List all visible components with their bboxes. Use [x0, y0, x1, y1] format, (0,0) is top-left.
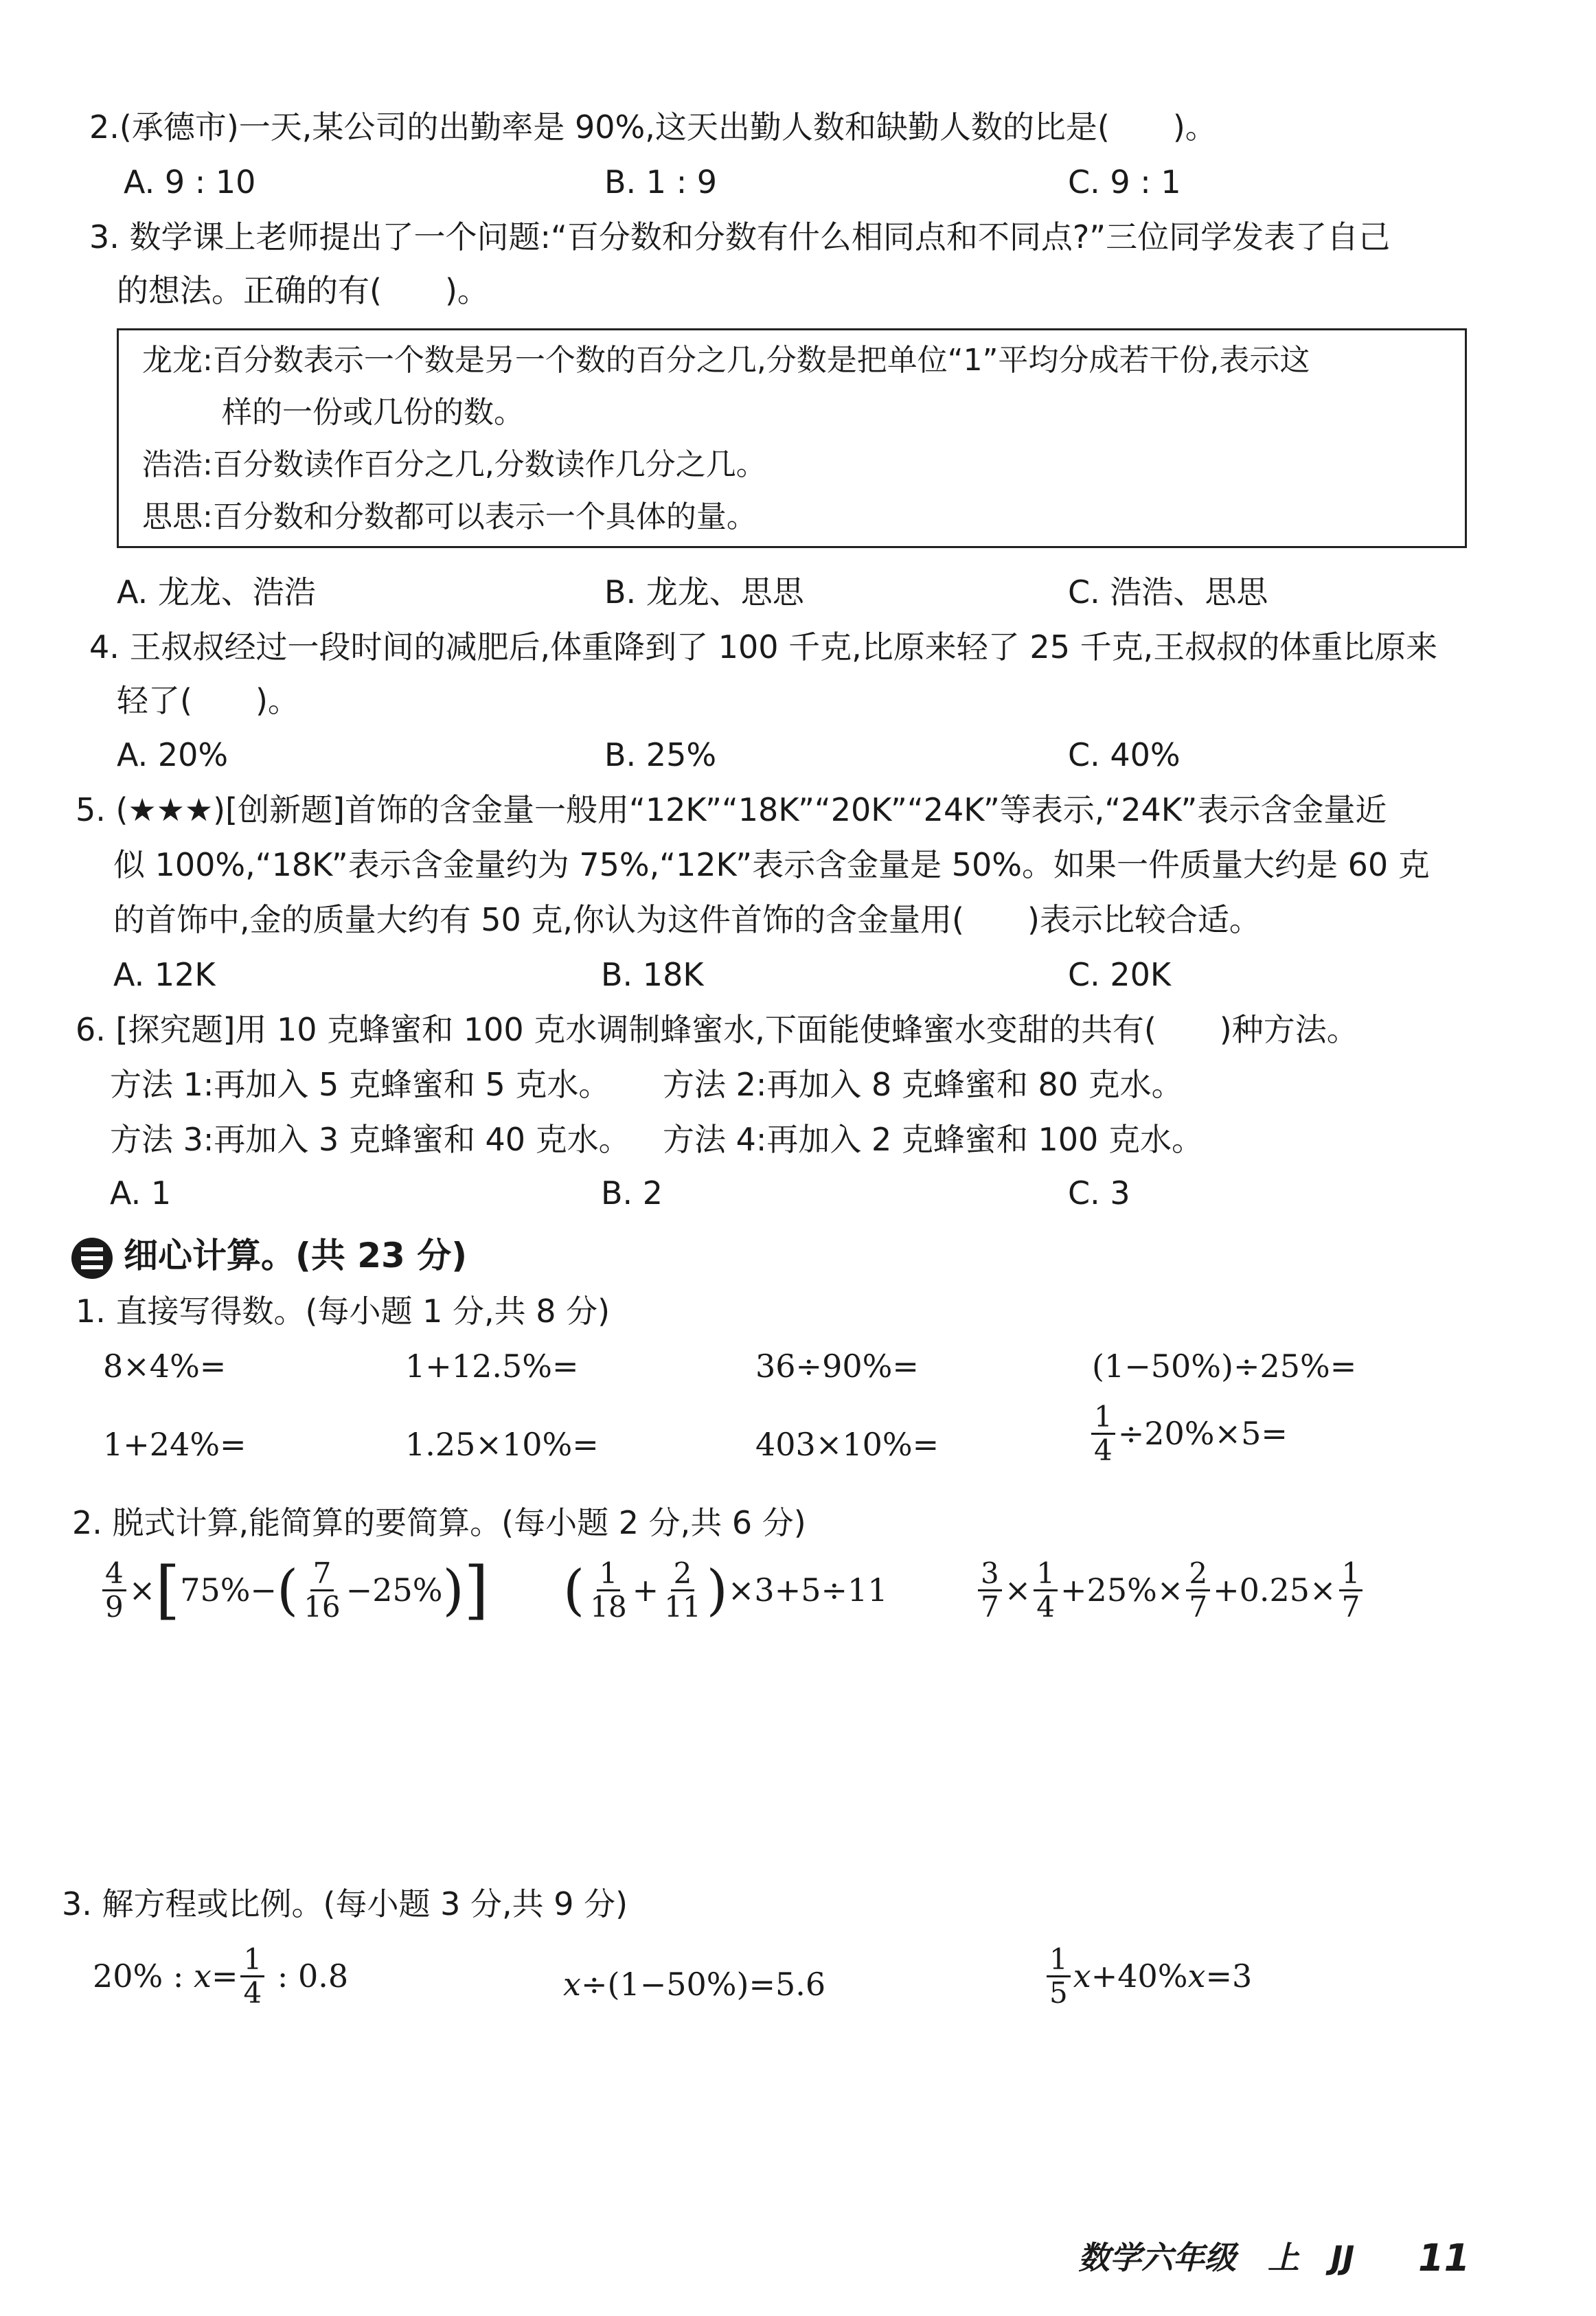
calc-1-1: 8×4%= — [103, 1348, 227, 1385]
page-number: 11 — [1418, 2236, 1470, 2280]
fraction: $\frac{4}{9}$ — [102, 1558, 126, 1623]
calc-1-2: 1+12.5%= — [405, 1348, 579, 1385]
fraction: $\frac{2}{11}$ — [664, 1556, 701, 1624]
q3-option-c: C. 浩浩、思思 — [1068, 574, 1268, 611]
q6-option-a: A. 1 — [110, 1174, 172, 1212]
q3-box-line1: 龙龙:百分数表示一个数是另一个数的百分之几,分数是把单位“1”平均分成若干份,表示这 — [142, 343, 1310, 378]
part3-title: 3. 解方程或比例。(每小题 3 分,共 9 分) — [62, 1885, 628, 1922]
q4-option-b: B. 25% — [604, 736, 717, 773]
q3-box-line3: 浩浩:百分数读作百分之几,分数读作几分之几。 — [142, 447, 766, 482]
q6-method-4: 方法 4:再加入 2 克蜂蜜和 100 克水。 — [663, 1121, 1203, 1158]
q5-option-a: A. 12K — [113, 956, 216, 993]
q2-option-b: B. 1 : 9 — [604, 163, 718, 201]
q2-stem — [89, 109, 1217, 146]
fraction: $\frac{7}{16}$ — [304, 1556, 341, 1624]
q3-option-b: B. 龙龙、思思 — [604, 574, 804, 611]
section-three-badge-icon — [71, 1238, 113, 1279]
calc-2-3: $\frac{3}{7}$ × $\frac{1}{4}$ +25%× $\frac{2}{7}$ +0.25× $\frac{1}{7}$ — [975, 1558, 1365, 1623]
calc-2-2: ( $\frac{1}{18}$ + $\frac{2}{11}$ )×3+5÷11 — [563, 1556, 888, 1624]
q4-option-c: C. 40% — [1068, 736, 1181, 773]
q6-method-1: 方法 1:再加入 5 克蜂蜜和 5 克水。 — [110, 1066, 611, 1103]
q3-box-line2: 样的一份或几份的数。 — [222, 395, 524, 430]
q4-line1: 4. 王叔叔经过一段时间的减肥后,体重降到了 100 千克,比原来轻了 25 千克,王叔叔的体重比原来 — [89, 628, 1438, 666]
fraction: $\frac{1}{4}$ — [240, 1944, 264, 2009]
calc-1-5: 1+24%= — [103, 1426, 247, 1463]
q2-option-a: A. 9 : 10 — [124, 163, 256, 201]
q5-line3: 的首饰中,金的质量大约有 50 克,你认为这件首饰的含金量用( )表示比较合适。 — [113, 901, 1261, 938]
q6-option-b: B. 2 — [601, 1174, 663, 1212]
calc-1-7: 403×10%= — [755, 1426, 939, 1463]
q6-line1: 6. [探究题]用 10 克蜂蜜和 100 克水调制蜂蜜水,下面能使蜂蜜水变甜的共有( )种方法。 — [76, 1011, 1358, 1048]
fraction: $\frac{3}{7}$ — [978, 1558, 1002, 1623]
q5-line1: 5. (★★★)[创新题]首饰的含金量一般用“12K”“18K”“20K”“24K”等表示,“24K”表示含金量近 — [76, 791, 1387, 828]
calc-2-1: $\frac{4}{9}$ ×[75%−( $\frac{7}{16}$ −25%)] — [100, 1558, 489, 1623]
calc-3-1: 20% : x= $\frac{1}{4}$ : 0.8 — [93, 1942, 349, 2010]
q5-line2: 似 100%,“18K”表示含金量约为 75%,“12K”表示含金量是 50%。如果一件质量大约是 60 克 — [113, 846, 1430, 883]
q5-option-c: C. 20K — [1068, 956, 1172, 993]
q3-box-line4: 思思:百分数和分数都可以表示一个具体的量。 — [142, 499, 757, 534]
fraction: $\frac{1}{7}$ — [1339, 1558, 1363, 1623]
calc-3-2: x÷(1−50%)=5.6 — [563, 1966, 826, 2003]
fraction: $\frac{1}{4}$ — [1091, 1401, 1115, 1466]
q3-opinion-box — [117, 328, 1467, 548]
section-three-title: 细心计算。(共 23 分) — [124, 1236, 468, 1275]
fraction: $\frac{1}{5}$ — [1047, 1944, 1071, 2009]
part2-title: 2. 脱式计算,能简算的要简算。(每小题 2 分,共 6 分) — [72, 1504, 806, 1541]
calc-3-3: $\frac{1}{5}$ x+40%x=3 — [1044, 1944, 1252, 2009]
q4-option-a: A. 20% — [117, 736, 229, 773]
q3-line1: 3. 数学课上老师提出了一个问题:“百分数和分数有什么相同点和不同点?”三位同学发表了自己 — [89, 218, 1391, 256]
calc-1-8: $\frac{1}{4}$ ÷20%×5= — [1088, 1401, 1288, 1466]
calc-1-3: 36÷90%= — [755, 1348, 919, 1385]
q3-option-a: A. 龙龙、浩浩 — [117, 574, 316, 611]
q6-option-c: C. 3 — [1068, 1174, 1130, 1212]
q2-text: (承德市)一天,某公司的出勤率是 90%,这天出勤人数和缺勤人数的比是( )。 — [119, 109, 1217, 146]
q4-line2: 轻了( )。 — [117, 682, 299, 719]
fraction: $\frac{2}{7}$ — [1186, 1558, 1210, 1623]
calc-1-6: 1.25×10%= — [405, 1426, 599, 1463]
q2-number: 2. — [89, 109, 119, 146]
footer-subject: 数学六年级 上 JJ — [1078, 2239, 1355, 2276]
fraction: $\frac{1}{4}$ — [1034, 1558, 1058, 1623]
part1-title: 1. 直接写得数。(每小题 1 分,共 8 分) — [76, 1293, 611, 1330]
fraction: $\frac{1}{18}$ — [590, 1556, 627, 1624]
q5-option-b: B. 18K — [601, 956, 704, 993]
q6-method-3: 方法 3:再加入 3 克蜂蜜和 40 克水。 — [110, 1121, 630, 1158]
q6-method-2: 方法 2:再加入 8 克蜂蜜和 80 克水。 — [663, 1066, 1183, 1103]
calc-1-4: (1−50%)÷25%= — [1092, 1348, 1357, 1385]
q2-option-c: C. 9 : 1 — [1068, 163, 1181, 201]
q3-line2: 的想法。正确的有( )。 — [117, 272, 489, 309]
